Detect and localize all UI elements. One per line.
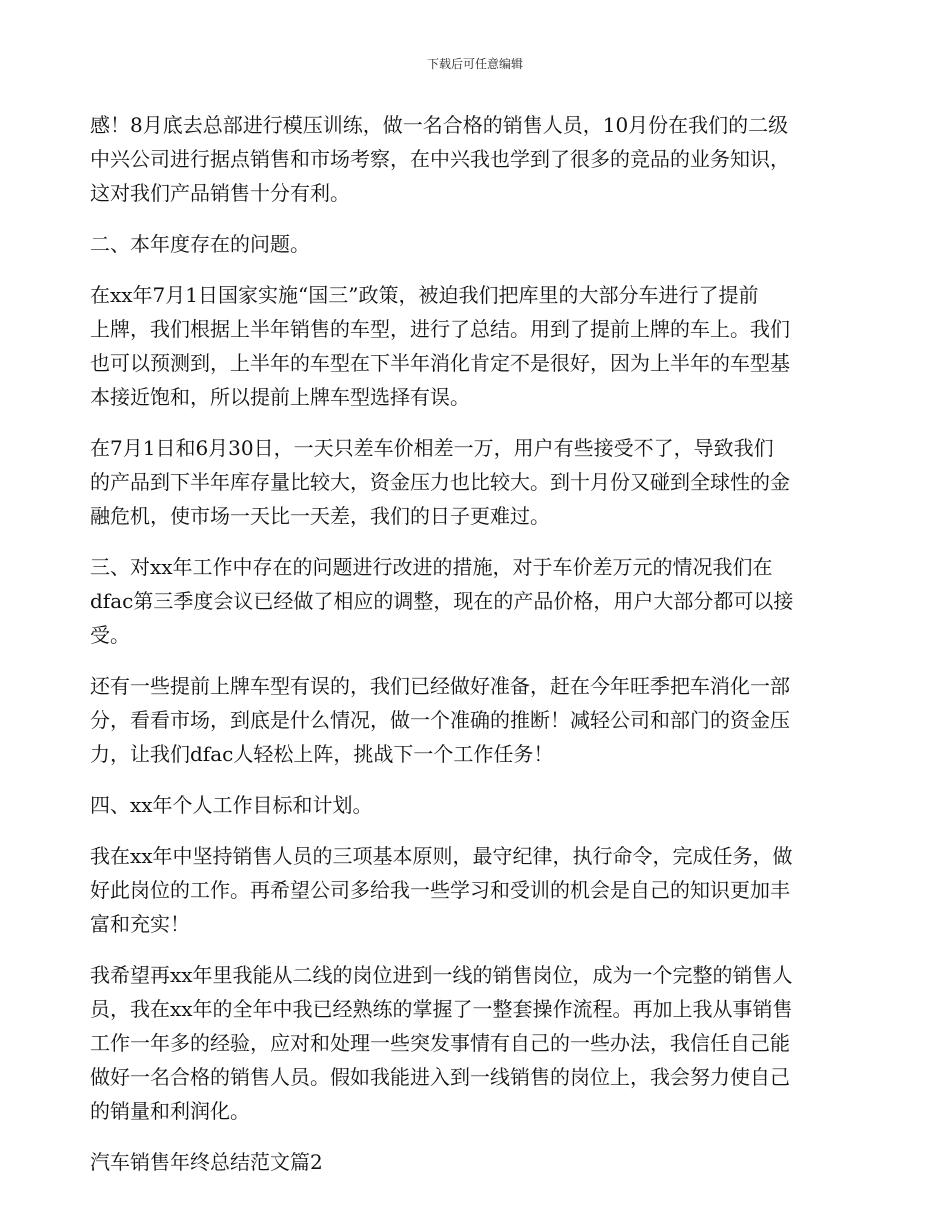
text-line: 中兴公司进行据点销售和市场考察，在中兴我也学到了很多的竞品的业务知识， bbox=[90, 147, 790, 171]
page-header: 下载后可任意编辑 bbox=[426, 57, 523, 71]
paragraph bbox=[90, 839, 866, 941]
paragraph bbox=[90, 550, 866, 652]
text-line: 上牌，我们根据上半年销售的车型，进行了总结。用到了提前上牌的车上。我们 bbox=[90, 317, 790, 341]
text-line: 我希望再xx年里我能从二线的岗位进到一线的销售岗位，成为一个完整的销售人 bbox=[90, 963, 793, 987]
text-line: 四、xx年个人工作目标和计划。 bbox=[90, 793, 373, 817]
text-line: 分，看看市场，到底是什么情况，做一个准确的推断！减轻公司和部门的资金压 bbox=[90, 708, 790, 732]
paragraph bbox=[90, 227, 866, 261]
text-line: 的产品到下半年库存量比较大，资金压力也比较大。到十月份又碰到全球性的金 bbox=[90, 470, 790, 494]
text-line: 力，让我们dfac人轻松上阵，挑战下一个工作任务！ bbox=[90, 742, 554, 766]
text-line: 在7月1日和6月30日，一天只差车价相差一万，用户有些接受不了，导致我们 bbox=[90, 436, 774, 460]
paragraph bbox=[90, 431, 866, 533]
text-line: 感！8月底去总部进行模压训练，做一名合格的销售人员，10月份在我们的二级 bbox=[90, 113, 789, 137]
text-line: 本接近饱和，所以提前上牌车型选择有误。 bbox=[90, 385, 470, 409]
text-line: 还有一些提前上牌车型有误的，我们已经做好准备，赶在今年旺季把车消化一部 bbox=[90, 674, 790, 698]
paragraph bbox=[90, 669, 866, 771]
text-line: 富和充实！ bbox=[90, 912, 190, 936]
paragraph bbox=[90, 788, 866, 822]
text-line: dfac第三季度会议已经做了相应的调整，现在的产品价格，用户大部分都可以接 bbox=[90, 589, 794, 613]
text-line: 汽车销售年终总结范文篇2 bbox=[90, 1150, 323, 1174]
paragraph bbox=[90, 278, 866, 414]
text-line: 我在xx年中坚持销售人员的三项基本原则，最守纪律，执行命令，完成任务，做 bbox=[90, 844, 793, 868]
text-line: 融危机，使市场一天比一天差，我们的日子更难过。 bbox=[90, 504, 550, 528]
text-line: 也可以预测到，上半年的车型在下半年消化肯定不是很好，因为上半年的车型基 bbox=[90, 351, 790, 375]
text-line: 二、本年度存在的问题。 bbox=[90, 232, 310, 256]
text-line: 受。 bbox=[90, 623, 130, 647]
text-line: 在xx年7月1日国家实施“国三”政策，被迫我们把库里的大部分车进行了提前 bbox=[90, 283, 759, 307]
text-line: 好此岗位的工作。再希望公司多给我一些学习和受训的机会是自己的知识更加丰 bbox=[90, 878, 790, 902]
document-body bbox=[90, 108, 866, 1196]
paragraph bbox=[90, 108, 866, 210]
text-line: 工作一年多的经验，应对和处理一些突发事情有自己的一些办法，我信任自己能 bbox=[90, 1031, 790, 1055]
paragraph bbox=[90, 1145, 866, 1179]
text-line: 这对我们产品销售十分有利。 bbox=[90, 181, 350, 205]
text-line: 三、对xx年工作中存在的问题进行改进的措施，对于车价差万元的情况我们在 bbox=[90, 555, 773, 579]
text-line: 做好一名合格的销售人员。假如我能进入到一线销售的岗位上，我会努力使自己 bbox=[90, 1065, 790, 1089]
text-line: 的销量和利润化。 bbox=[90, 1099, 250, 1123]
text-line: 员，我在xx年的全年中我已经熟练的掌握了一整套操作流程。再加上我从事销售 bbox=[90, 997, 793, 1021]
paragraph bbox=[90, 958, 866, 1128]
